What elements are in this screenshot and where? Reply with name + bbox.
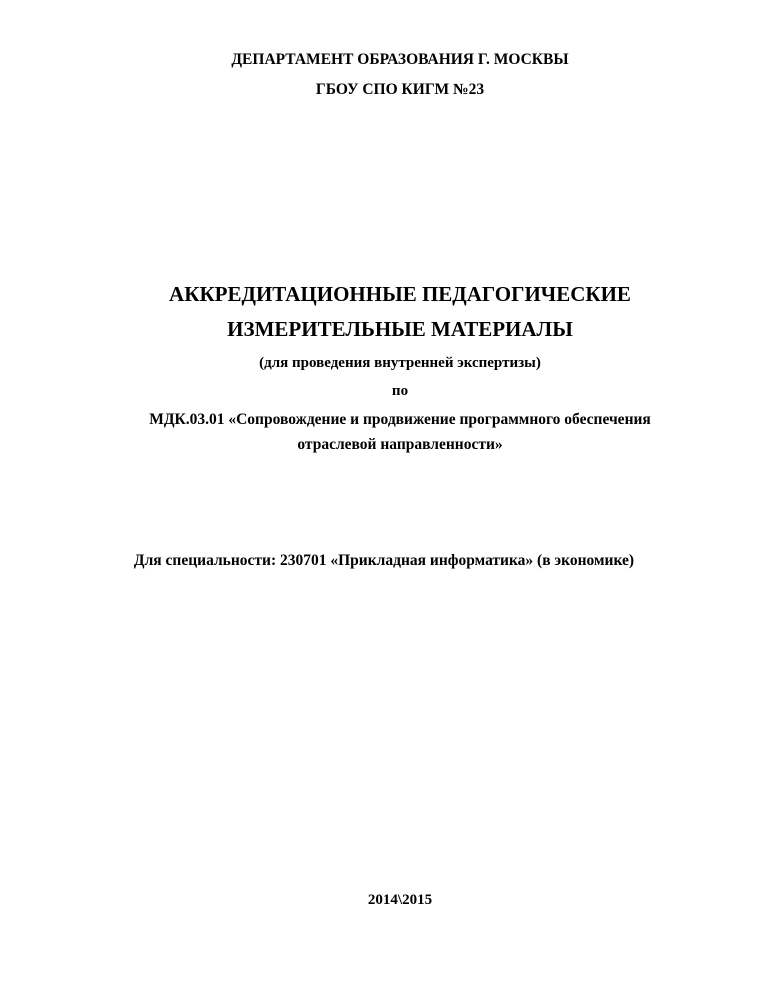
module-title-line-2: отраслевой направленности»	[297, 436, 503, 453]
preposition-text: по	[391, 383, 409, 399]
document-title-line-2: ИЗМЕРИТЕЛЬНЫЕ МАТЕРИАЛЫ	[227, 317, 573, 341]
department-heading: ДЕПАРТАМЕНТ ОБРАЗОВАНИЯ Г. МОСКВЫ	[231, 51, 569, 68]
specialty-text: Для специальности: 230701 «Прикладная информатика» (в экономике)	[133, 552, 635, 569]
purpose-note: (для проведения внутренней экспертизы)	[259, 355, 541, 371]
module-title-line-1: МДК.03.01 «Сопровождение и продвижение программного обеспечения	[149, 411, 651, 428]
document-title-line-1: АККРЕДИТАЦИОННЫЕ ПЕДАГОГИЧЕСКИЕ	[169, 282, 631, 306]
academic-year: 2014\2015	[367, 892, 433, 908]
institution-heading: ГБОУ СПО КИГМ №23	[315, 81, 485, 98]
